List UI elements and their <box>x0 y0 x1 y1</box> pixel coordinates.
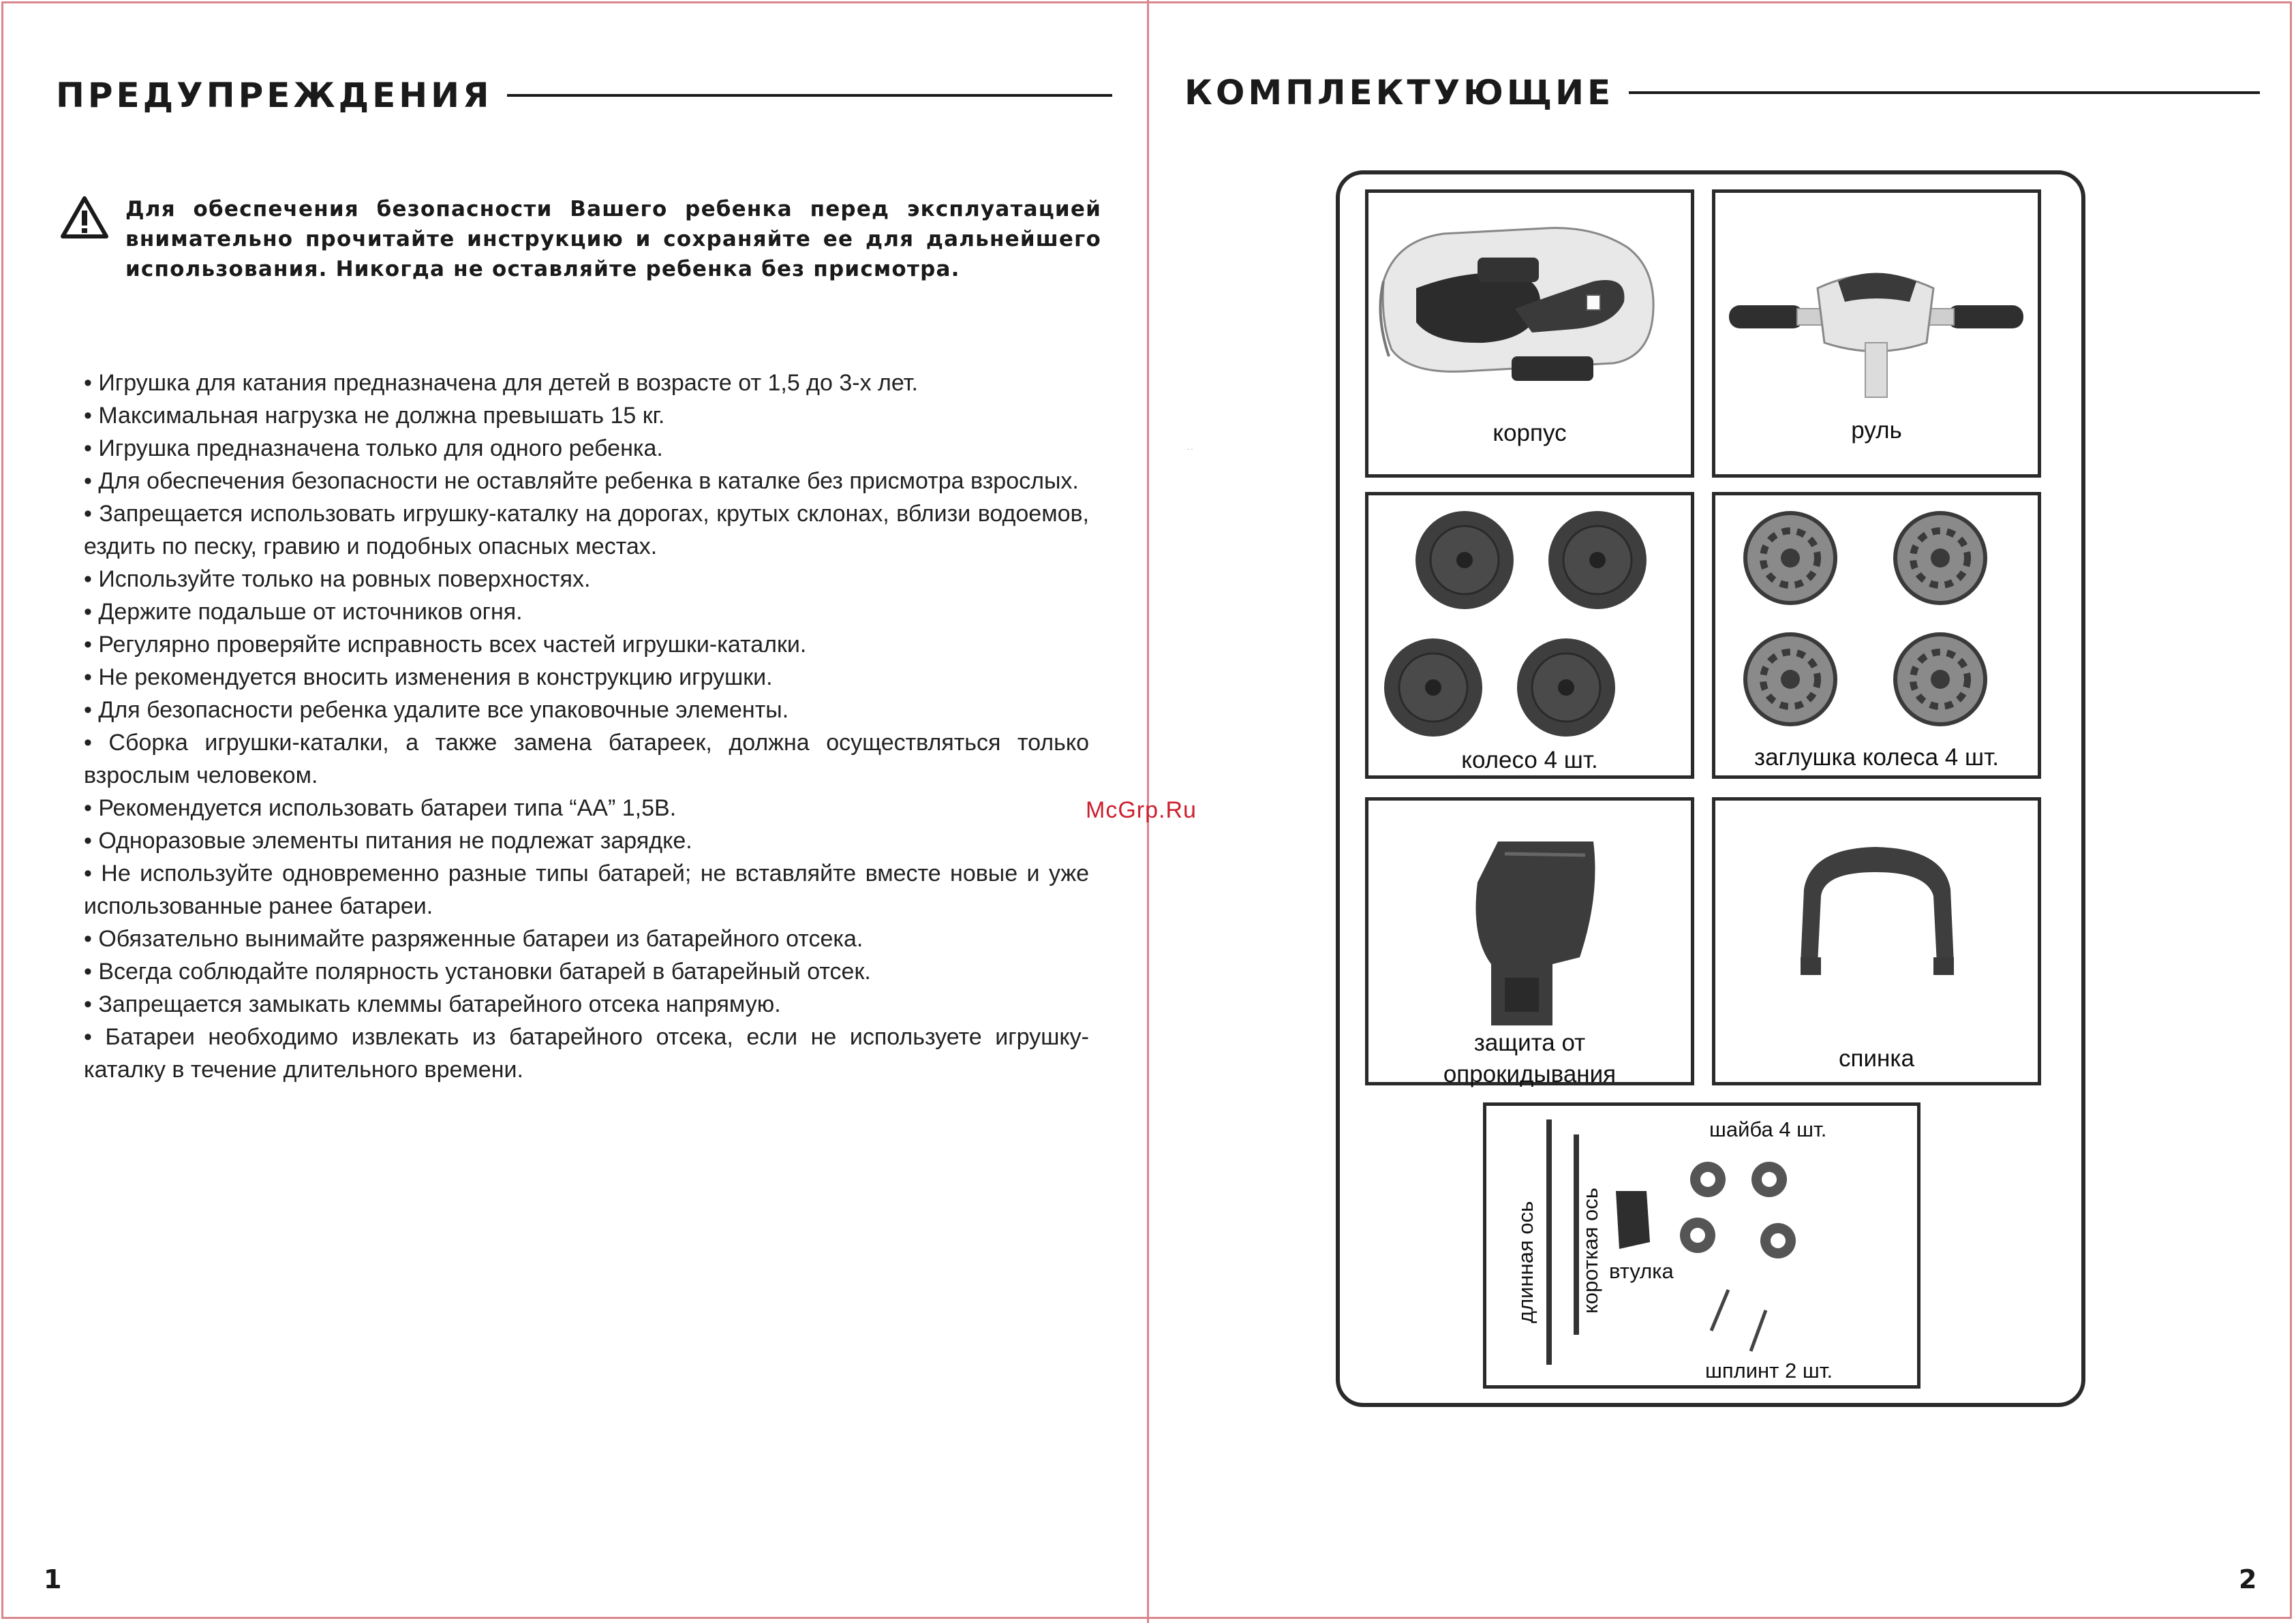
safety-rule-item: • Всегда соблюдайте полярность установки батарей в батарейный отсек. <box>84 959 871 985</box>
warnings-title: ПРЕДУПРЕЖДЕНИЯ <box>56 76 493 115</box>
cotter-pin-icon <box>1751 1310 1766 1351</box>
safety-rule-item: • Для обеспечения безопасности не оставляйте ребенка в каталке без присмотра взрослых. <box>84 468 1079 494</box>
wheel-icon <box>1517 638 1615 737</box>
backrest-image <box>1715 801 2038 1082</box>
washer-icon <box>1751 1162 1787 1197</box>
wheel-icon <box>1548 511 1647 609</box>
bushing-icon <box>1616 1191 1650 1249</box>
safety-rule-item: • Максимальная нагрузка не должна превышать 15 кг. <box>84 403 665 429</box>
warning-notice <box>59 194 1101 284</box>
scan-speck: . . <box>1187 444 1193 452</box>
part-anti-tip-cell <box>1365 797 1694 1085</box>
components-title: КОМПЛЕКТУЮЩИЕ <box>1184 73 1614 112</box>
safety-rule-item: • Игрушка предназначена только для одного ребенка. <box>84 435 663 461</box>
safety-rule-item: • Не рекомендуется вносить изменения в конструкцию игрушки. <box>84 664 773 690</box>
safety-rule-item: • Регулярно проверяйте исправность всех частей игрушки-каталки. <box>84 632 807 658</box>
part-bushing-label: втулка <box>1609 1259 1674 1283</box>
part-body-label: корпус <box>1493 420 1567 446</box>
part-handlebar-label: руль <box>1851 417 1902 444</box>
wheel-icon <box>1384 638 1482 737</box>
page-number-right: 2 <box>2239 1564 2257 1594</box>
wheel-cap-icon <box>1895 634 1985 724</box>
washer-icon <box>1760 1223 1796 1258</box>
part-washers-label: шайба 4 шт. <box>1709 1117 1827 1141</box>
safety-rule-item: • Рекомендуется использовать батареи типа “АА” 1,5В. <box>84 795 677 821</box>
part-wheel-caps-cell <box>1712 492 2041 779</box>
warnings-heading <box>56 75 1112 116</box>
part-short-axle-label: короткая ось <box>1578 1188 1602 1314</box>
wheel-cap-icon <box>1745 634 1835 724</box>
part-wheels-label: колесо 4 шт. <box>1461 747 1598 773</box>
cotter-pin-icon <box>1711 1290 1728 1331</box>
part-small-parts-cell <box>1483 1102 1920 1389</box>
wheel-icon <box>1415 511 1514 609</box>
warning-text: Для обеспечения безопасности Вашего ребенка перед эксплуатацией внимательно прочитайте инструкцию и сохраняйте ее для дальнейшего использования. Никогда не оставляйте ребенка без присмотра. <box>125 197 1101 281</box>
part-anti-tip-label-line2: опрокидывания <box>1443 1061 1617 1087</box>
part-cotter-pins-label: шплинт 2 шт. <box>1705 1359 1833 1382</box>
part-wheels-cell <box>1365 492 1694 779</box>
safety-rule-item: • Держите подальше от источников огня. <box>84 599 523 625</box>
safety-rule-item: • Используйте только на ровных поверхностях. <box>84 566 591 592</box>
part-backrest-label: спинка <box>1839 1045 1914 1072</box>
part-handlebar-cell <box>1712 189 2041 478</box>
safety-rules-list <box>84 367 1089 1086</box>
wheel-cap-icon <box>1895 513 1985 603</box>
warning-triangle-icon <box>59 194 110 242</box>
washer-icon <box>1680 1218 1715 1253</box>
title-rule <box>507 94 1112 97</box>
wheel-cap-icon <box>1745 513 1835 603</box>
safety-rule-item: • Одноразовые элементы питания не подлежат зарядке. <box>84 828 692 854</box>
safety-rule-item: • Запрещается замыкать клеммы батарейного отсека напрямую. <box>84 991 781 1017</box>
part-backrest-cell <box>1712 797 2041 1085</box>
safety-rule-item: • Не используйте одновременно разные типы батарей; не вставляйте вместе новые и уже использованные ранее батареи. <box>84 861 1089 919</box>
safety-rule-item: • Сборка игрушки-каталки, а также замена батареек, должна осуществляться только взрослым человеком. <box>84 730 1089 788</box>
part-anti-tip-label-line1: защита от <box>1473 1030 1586 1056</box>
safety-rule-item: • Обязательно вынимайте разряженные батареи из батарейного отсека. <box>84 926 863 952</box>
watermark: McGrp.Ru <box>1086 797 1197 823</box>
safety-rule-item: • Запрещается использовать игрушку-каталку на дорогах, крутых склонах, вблизи водоемов, ездить по песку, гравию и подобных опасных местах. <box>84 501 1089 559</box>
washer-icon <box>1690 1162 1726 1197</box>
title-rule <box>1629 91 2260 94</box>
safety-rule-item: • Игрушка для катания предназначена для детей в возрасте от 1,5 до 3-х лет. <box>84 370 918 396</box>
long-axle-icon <box>1546 1119 1552 1365</box>
wheels-image <box>1368 495 1691 775</box>
safety-rule-item: • Батареи необходимо извлекать из батарейного отсека, если не используете игрушку-каталку в течение длительного времени. <box>84 1024 1089 1083</box>
safety-rule-item: • Для безопасности ребенка удалите все упаковочные элементы. <box>84 697 789 723</box>
part-long-axle-label: длинная ось <box>1514 1201 1537 1323</box>
components-heading <box>1184 72 2260 113</box>
part-body-cell <box>1365 189 1694 478</box>
part-wheel-caps-label: заглушка колеса 4 шт. <box>1754 744 1999 771</box>
small-parts-image <box>1486 1106 1917 1385</box>
page-number-left: 1 <box>44 1564 62 1594</box>
wheel-caps-image <box>1715 495 2038 775</box>
